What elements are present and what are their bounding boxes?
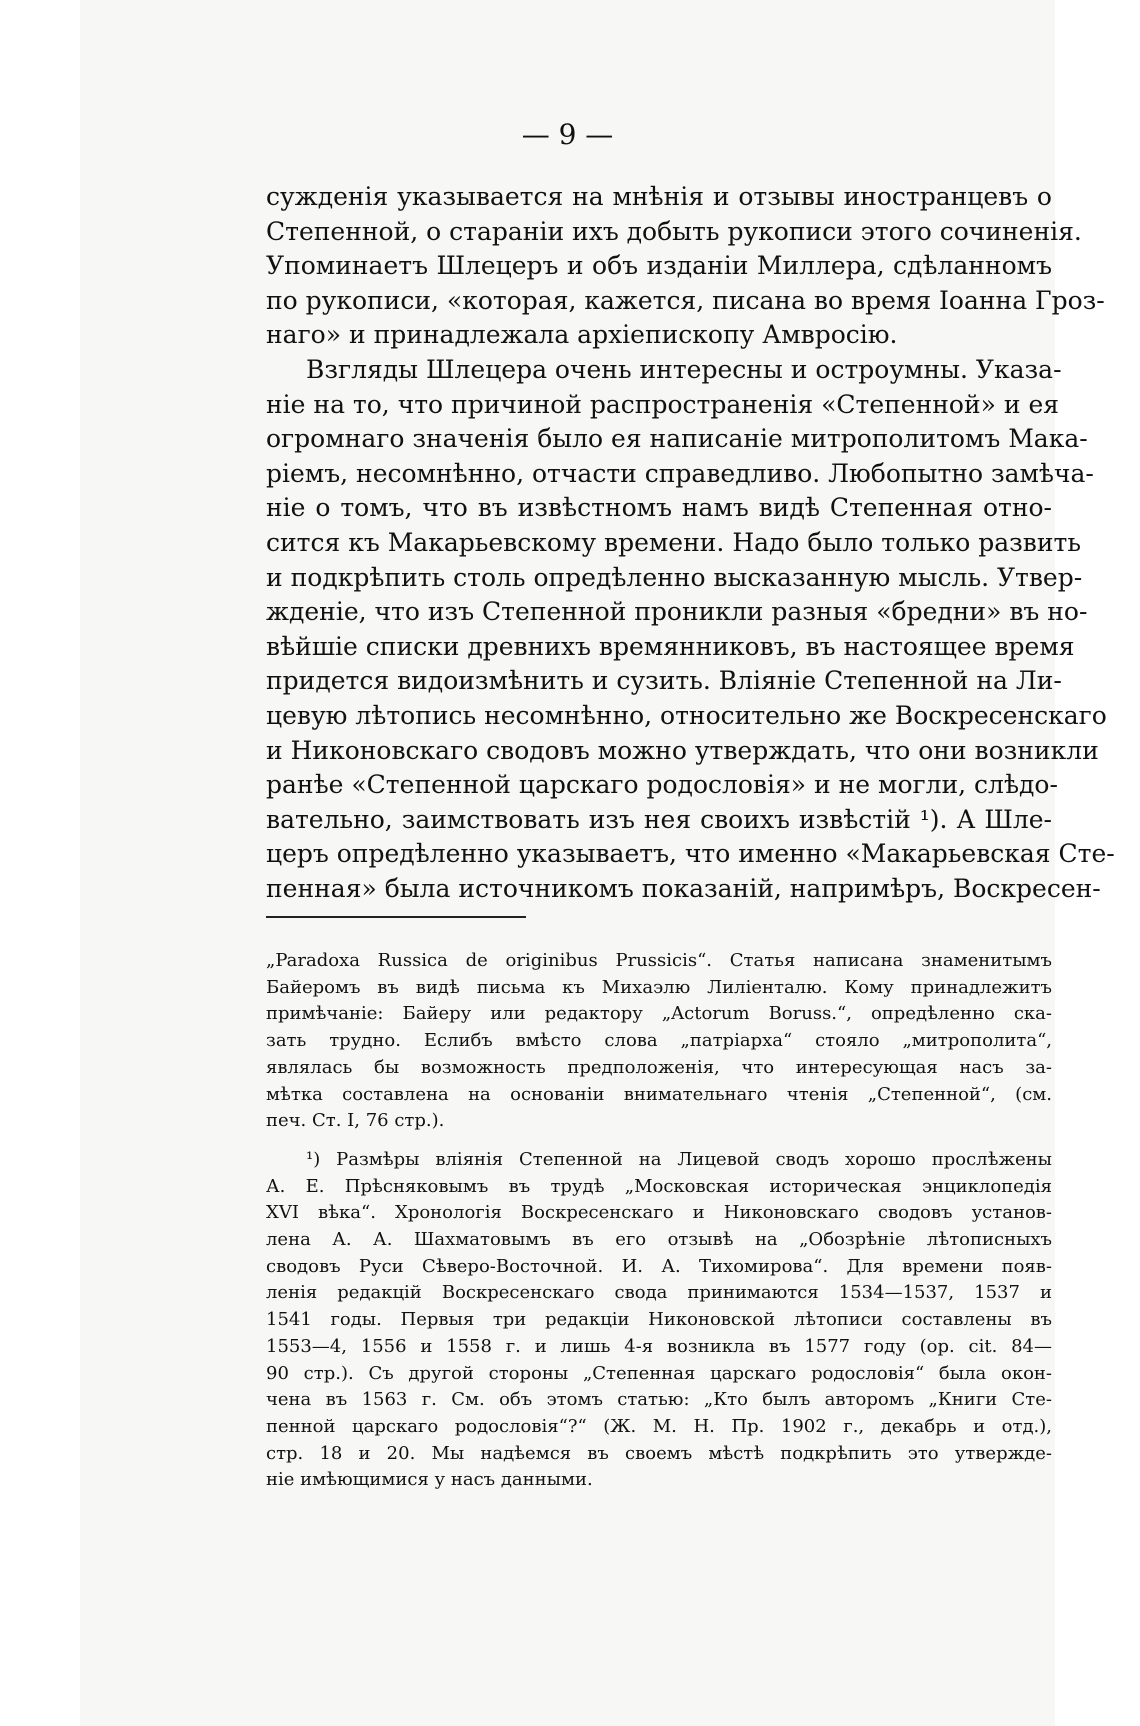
footnote-line: печ. Ст. I, 76 стр.). [266, 1110, 445, 1132]
footnotes [266, 948, 1052, 1494]
body-line: придется видоизмѣнить и сузить. Вліяніе Степенной на Ли- [266, 666, 1062, 696]
footnote-line: стр. 18 и 20. Мы надѣемся въ своемъ мѣстѣ подкрѣпить это утвержде- [266, 1442, 1052, 1464]
footnote-spacer [266, 1135, 1052, 1147]
body-line: огромнаго значенія было ея написаніе митрополитомъ Мака- [266, 424, 1088, 454]
footnote-line: лена А. А. Шахматовымъ въ его отзывѣ на „Обозрѣніе лѣтописныхъ [266, 1229, 1052, 1251]
body-line: Упоминаетъ Шлецеръ и объ изданіи Миллера, сдѣланномъ [266, 251, 1052, 281]
footnote-line: примѣчаніе: Байеру или редактору „Actorum Boruss.“, опредѣленно ска- [266, 1003, 1052, 1025]
body-line: и Никоновскаго сводовъ можно утверждать, что они возникли [266, 735, 1099, 765]
body-line: сужденія указывается на мнѣнія и отзывы иностранцевъ о [266, 182, 1052, 211]
footnote-line: чена въ 1563 г. См. объ этомъ статью: „Кто былъ авторомъ „Книги Сте- [266, 1389, 1052, 1411]
body-line: вѣйшіе списки древнихъ времянниковъ, въ настоящее время [266, 631, 1075, 661]
footnote-divider [266, 916, 526, 918]
main-text [266, 180, 1115, 906]
footnote-line: 1541 годы. Первыя три редакціи Никоновской лѣтописи составлены въ [266, 1309, 1052, 1331]
body-line: цевую лѣтопись несомнѣнно, относительно же Воскресенскаго [266, 700, 1107, 730]
footnote-line: пенной царскаго родословія“?“ (Ж. М. Н. Пр. 1902 г., декабрь и отд.), [266, 1415, 1052, 1437]
body-line: и подкрѣпить столь опредѣленно высказанную мысль. Утвер- [266, 562, 1083, 592]
footnote-line: „Paradoxa Russica de originibus Prussicis“. Статья написана знаменитымъ [266, 950, 1052, 971]
footnote-line: зать трудно. Еслибъ вмѣсто слова „патріарха“ стояло „митрополита“, [266, 1030, 1052, 1052]
body-line: Взгляды Шлецера очень интересны и остроумны. Указа- [306, 354, 1062, 384]
body-line: ніе на то, что причиной распространенія «Степенной» и ея [266, 389, 1060, 419]
footnote-line: являлась бы возможность предположенія, что интересующая насъ за- [266, 1056, 1052, 1078]
body-line: ніе о томъ, что въ извѣстномъ намъ видѣ Степенная отно- [266, 493, 1052, 523]
footnote-line: мѣтка составлена на основаніи внимательнаго чтенія „Степенной“, (см. [266, 1083, 1052, 1105]
footnote-line: сводовъ Руси Сѣверо-Восточной. И. А. Тихомирова“. Для времени появ- [266, 1255, 1052, 1277]
footnote-line: ніе имѣющимися у насъ данными. [266, 1469, 593, 1491]
footnote-line: 1553—4, 1556 и 1558 г. и лишь 4-я возникла въ 1577 году (op. cit. 84— [266, 1335, 1052, 1357]
body-line: вательно, заимствовать изъ нея своихъ извѣстій ¹). А Шле- [266, 804, 1052, 834]
body-line: церъ опредѣленно указываетъ, что именно «Макарьевская Сте- [266, 839, 1115, 869]
page-number: — 9 — [521, 118, 614, 151]
footnote-line: ¹) Размѣры вліянія Степенной на Лицевой сводъ хорошо прослѣжены [306, 1148, 1052, 1170]
footnote-line: ленія редакцій Воскресенскаго свода принимаются 1534—1537, 1537 и [266, 1282, 1052, 1304]
body-line: ранѣе «Степенной царскаго родословія» и не могли, слѣдо- [266, 770, 1058, 800]
book-page [80, 0, 1115, 1726]
body-line: жденіе, что изъ Степенной проникли разныя «бредни» въ но- [266, 597, 1088, 627]
body-line: наго» и принадлежала архіепископу Амвросію. [266, 320, 898, 350]
footnote-line: Байеромъ въ видѣ письма къ Михаэлю Лиліенталю. Кому принадлежитъ [266, 976, 1052, 998]
body-line: пенная» была источникомъ показаній, напримѣръ, Воскресен- [266, 873, 1101, 903]
body-line: сится къ Макарьевскому времени. Надо было только развить [266, 527, 1081, 557]
footnote-line: XVI вѣка“. Хронологія Воскресенскаго и Никоновскаго сводовъ установ- [266, 1202, 1052, 1224]
footnote-line: 90 стр.). Съ другой стороны „Степенная царскаго родословія“ была окон- [266, 1362, 1052, 1384]
footnote-line: А. Е. Прѣсняковымъ въ трудѣ „Московская историческая энциклопедія [266, 1175, 1052, 1197]
body-line: по рукописи, «которая, кажется, писана во время Іоанна Гроз- [266, 285, 1105, 315]
body-line: Степенной, о стараніи ихъ добыть рукописи этого сочиненія. [266, 216, 1082, 246]
body-line: ріемъ, несомнѣнно, отчасти справедливо. Любопытно замѣча- [266, 458, 1094, 488]
